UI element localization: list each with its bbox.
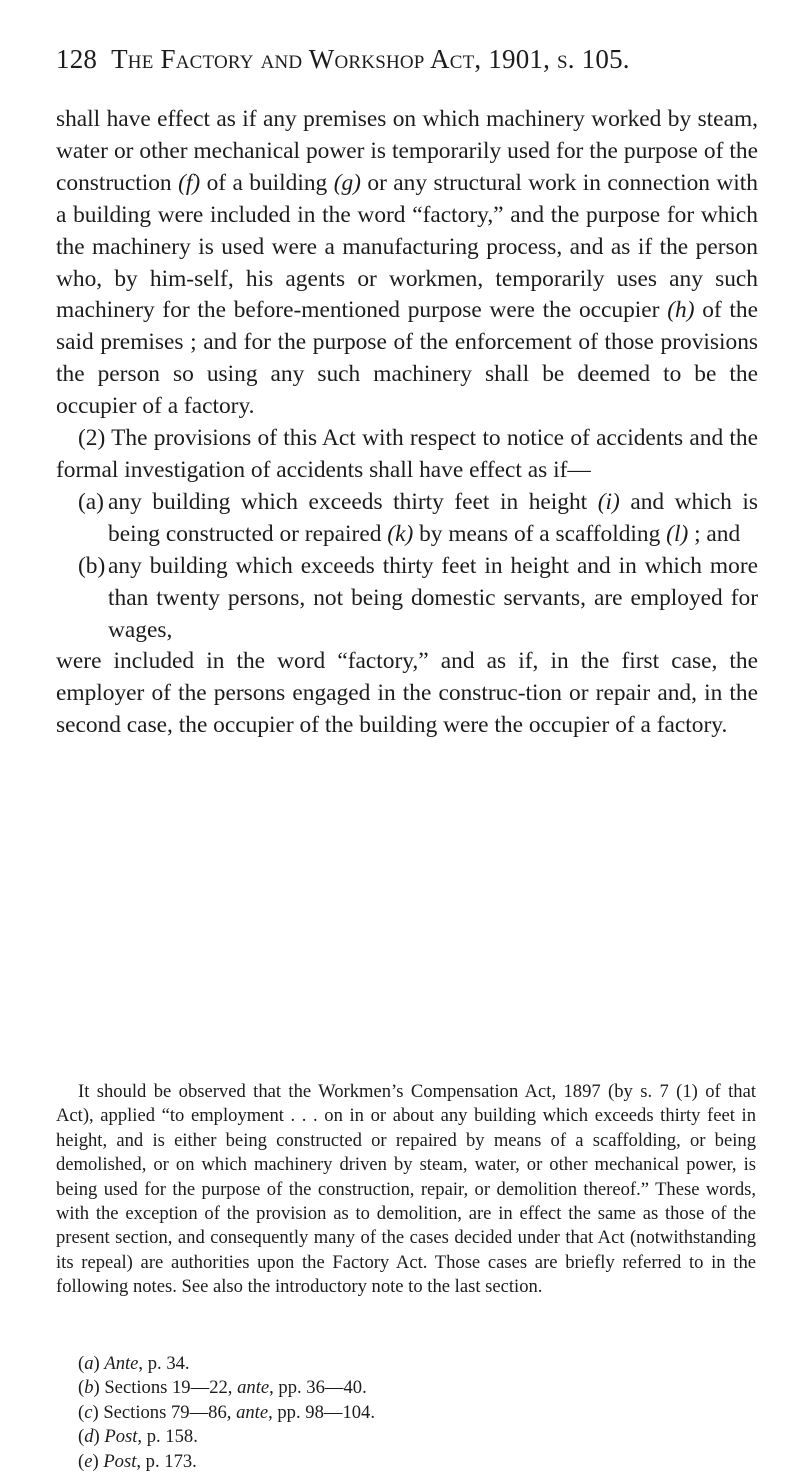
paragraph-3: were included in the word “factory,” and as if, in the first case, the employer of the persons engaged in the construc-tion or repair and, in the second case, the occupier of the building were the occupier of a factory. <box>56 648 758 739</box>
clause-label: (b) <box>78 552 106 579</box>
footnote-text: , pp. 36—40. <box>269 1377 367 1399</box>
paragraph-1 <box>56 104 758 423</box>
footnote-text: , p. 173. <box>136 1450 197 1472</box>
running-title: The Factory and Workshop Act, 1901, s. 105. <box>111 44 630 74</box>
text-run: of the said premises ; and for the purpose of the enforcement of those provisions the person so using any such machinery shall be deemed to be the occupier of a factory. <box>56 297 758 420</box>
text-run: by means of a scaffolding <box>413 520 667 547</box>
running-head <box>56 44 760 75</box>
text-run: shall have effect as if any premises on which machinery worked by steam, water or other mechanical power is temporarily used for the purpose of the construction <box>56 106 758 196</box>
main-text <box>56 104 758 742</box>
editorial-note <box>56 1080 756 1300</box>
footnote-ref-i: (i) <box>597 488 620 515</box>
text-run: any building which exceeds thirty feet in height and in which more than twenty persons, not being domestic servants, are employed for wages, <box>108 552 758 643</box>
footnote-ref-l: (l) <box>666 520 689 547</box>
page-number: 128 <box>56 44 98 74</box>
clause-a <box>56 487 758 551</box>
text-run: ; and <box>688 520 741 547</box>
footnote-text: , p. 158. <box>137 1426 198 1448</box>
footnotes <box>78 1352 375 1474</box>
text-run: and which is being constructed or repaired <box>108 488 758 547</box>
clause-label: (a) <box>78 488 104 515</box>
note-text: It should be observed that the Workmen’s Compensation Act, 1897 (by s. 7 (1) of that Act), applied “to employment . . . on in or about any building which exceeds thirty feet in height, and is either being constructed or repaired by means of a scaffolding, or being demolished, or on which machinery driven by steam, water, or other mechanical power, is being used for the purpose of the construction, repair, or demolition thereof.” These words, with the exception of the provision as to demolition, are in effect the same as those of the present section, and consequently many of the cases decided under that Act (notwithstanding its repeal) are authorities upon the Factory Act. Those cases are briefly referred to in the following notes. See also the introductory note to the last section. <box>56 1081 756 1298</box>
footnote-ref: ante <box>236 1401 269 1423</box>
footnote-e: (e) Post, p. 173. <box>78 1450 197 1472</box>
text-run: of a building <box>200 169 334 196</box>
footnote-text: , pp. 98—104. <box>268 1401 375 1423</box>
text-run: or any structural work in connection with a building were included in the word “factory,” and the purpose for which the machinery is used were a manufacturing process, and as if the person who, by him-self, his agents or workmen, temporarily uses any such machinery for the before-mentioned purpose were the occupier <box>56 169 758 324</box>
footnote-ref: ante <box>237 1377 270 1399</box>
footnote-ref: Ante <box>104 1353 139 1374</box>
footnote-ref: Post <box>104 1426 138 1448</box>
footnote-b: (b) Sections 19—22, ante, pp. 36—40. <box>78 1377 367 1399</box>
footnote-c: (c) Sections 79—86, ante, pp. 98—104. <box>78 1401 375 1423</box>
footnote-ref-f: (f) <box>178 169 201 196</box>
footnote-ref-k: (k) <box>387 520 414 547</box>
footnote-ref: Post <box>103 1450 137 1472</box>
text-run: any building which exceeds thirty feet in height <box>108 488 598 515</box>
clause-b <box>56 551 758 647</box>
footnote-ref-h: (h) <box>667 297 695 324</box>
footnote-text: Sections 19—22, <box>104 1377 238 1399</box>
footnote-a: (a) Ante, p. 34. <box>78 1353 190 1374</box>
footnote-text: , p. 34. <box>138 1353 190 1374</box>
footnote-ref-g: (g) <box>333 169 361 196</box>
paragraph-2: (2) The provisions of this Act with respect to notice of accidents and the formal investigation of accidents shall have effect as if— <box>56 425 758 483</box>
footnote-d: (d) Post, p. 158. <box>78 1426 198 1448</box>
footnote-text: Sections 79—86, <box>103 1401 237 1423</box>
